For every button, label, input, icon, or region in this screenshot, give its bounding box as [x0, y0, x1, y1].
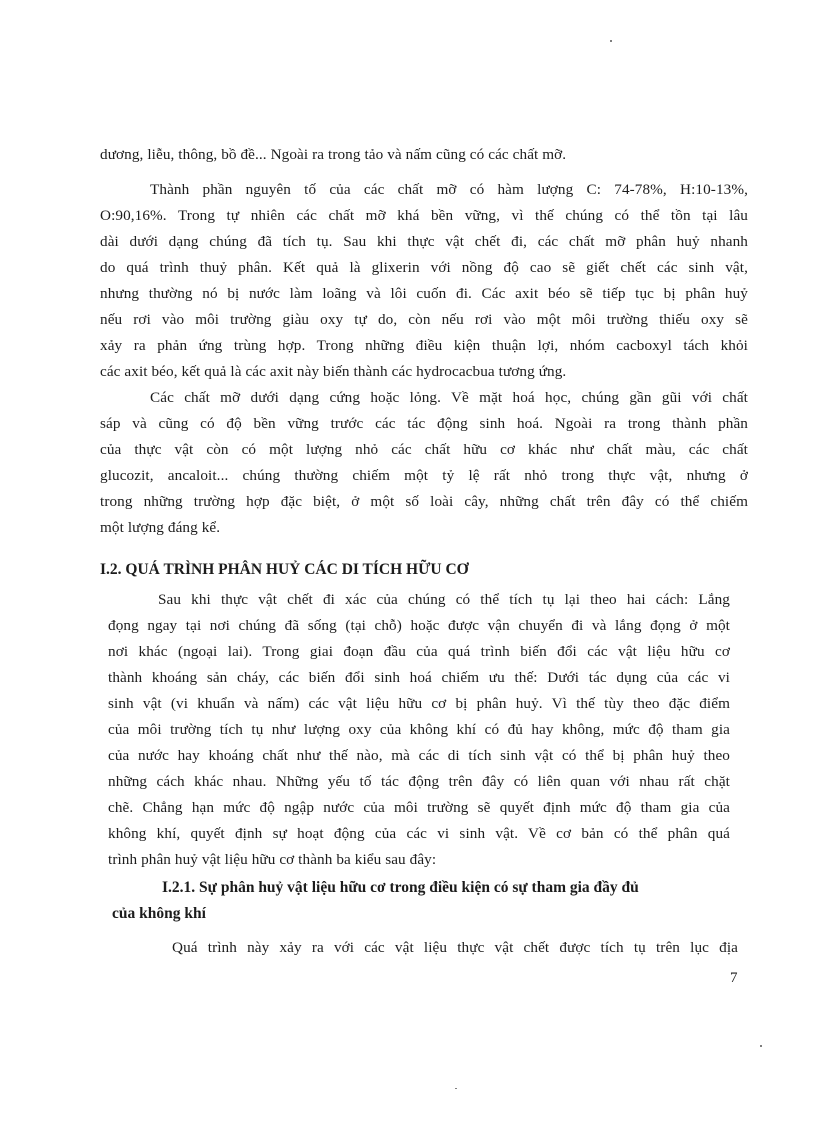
scan-speck [760, 1045, 762, 1047]
text-line: chẽ. Chẳng hạn mức độ ngập nước của môi trường sẽ quyết định mức độ tham gia của [108, 799, 730, 816]
text-line: Các chất mỡ dưới dạng cứng hoặc lỏng. Về mặt hoá học, chúng gần gũi với chất [150, 389, 748, 406]
text-line: nếu rơi vào môi trường giàu oxy tự do, còn nếu rơi vào một môi trường thiếu oxy sẽ [100, 311, 748, 328]
text-line: sáp và cũng có độ bền vững trước các tác động sinh hoá. Ngoài ra trong thành phần [100, 415, 748, 432]
scan-speck [455, 1088, 457, 1089]
text-line: của thực vật còn có một lượng nhỏ các chất hữu cơ khác như chất màu, các chất [100, 441, 748, 458]
text-line: Thành phần nguyên tố của các chất mỡ có hàm lượng C: 74-78%, H:10-13%, [150, 181, 748, 198]
text-line: xảy ra phản ứng trùng hợp. Trong những điều kiện thuận lợi, nhóm cacboxyl tách khỏi [100, 337, 748, 354]
text-line: glucozit, ancaloit... chúng thường chiếm một tỷ lệ rất nhỏ trong thực vật, nhưng ở [100, 467, 748, 484]
text-line: Sau khi thực vật chết đi xác của chúng có thể tích tụ lại theo hai cách: Lắng [158, 591, 730, 608]
text-line: O:90,16%. Trong tự nhiên các chất mỡ khá bền vững, vì thế chúng có thể tồn tại lâu [100, 207, 748, 224]
text-line: một lượng đáng kể. [100, 519, 221, 536]
subsection-heading: I.2.1. Sự phân huỷ vật liệu hữu cơ trong điều kiện có sự tham gia đầy đủ [162, 879, 639, 896]
text-line: nơi khác (ngoại lai). Trong giai đoạn đầu của quá trình biến đổi các vật liệu hữu cơ [108, 643, 730, 660]
text-line: dương, liễu, thông, bồ đề... Ngoài ra trong tảo và nấm cũng có các chất mỡ. [100, 146, 567, 163]
text-line: của môi trường tích tụ như lượng oxy của không khí có đủ hay không, mức độ tham gia [108, 721, 730, 738]
text-line: của nước hay khoáng chất như thế nào, mà các di tích sinh vật có thể bị phân huỷ theo [108, 747, 730, 764]
text-line: Quá trình này xảy ra với các vật liệu thực vật chết được tích tụ trên lục địa [172, 939, 738, 956]
text-line: các axit béo, kết quả là các axit này biến thành các hydrocacbua tương ứng. [100, 363, 567, 380]
text-line: do quá trình thuỷ phân. Kết quả là glixerin với nồng độ cao sẽ giết chết các sinh vật, [100, 259, 748, 276]
text-line: đọng ngay tại nơi chúng đã sống (tại chỗ) hoặc được vận chuyển đi và lắng đọng ở một [108, 617, 730, 634]
text-line: sinh vật (vi khuẩn và nấm) các vật liệu hữu cơ bị phân huỷ. Vì thế tùy theo đặc điểm [108, 695, 730, 712]
subsection-heading-continued: của không khí [112, 905, 206, 922]
text-line: trình phân huỷ vật liệu hữu cơ thành ba kiểu sau đây: [108, 851, 437, 868]
text-line: thành khoáng sản cháy, các biến đổi sinh hoá chiếm ưu thế: Dưới tác dụng của các vi [108, 669, 730, 686]
section-heading: I.2. QUÁ TRÌNH PHÂN HUỶ CÁC DI TÍCH HỮU CƠ [100, 561, 469, 578]
text-line: trong những trường hợp đặc biệt, ở một số loài cây, những chất trên đây có thể chiếm [100, 493, 748, 510]
text-line: những cách khác nhau. Những yếu tố tác động trên đây có liên quan với nhau rất chặt [108, 773, 730, 790]
page-number: 7 [730, 970, 738, 986]
text-line: nhưng thường nó bị nước làm loãng và lôi cuốn đi. Các axit béo sẽ tiếp tục bị phân huỷ [100, 285, 748, 302]
scan-speck [610, 40, 612, 42]
text-line: không khí, quyết định sự hoạt động của các vi sinh vật. Về cơ bản có thể phân quá [108, 825, 730, 842]
text-line: dài dưới dạng chúng đã tích tụ. Sau khi thực vật chết đi, các chất mỡ phân huỷ nhanh [100, 233, 748, 250]
